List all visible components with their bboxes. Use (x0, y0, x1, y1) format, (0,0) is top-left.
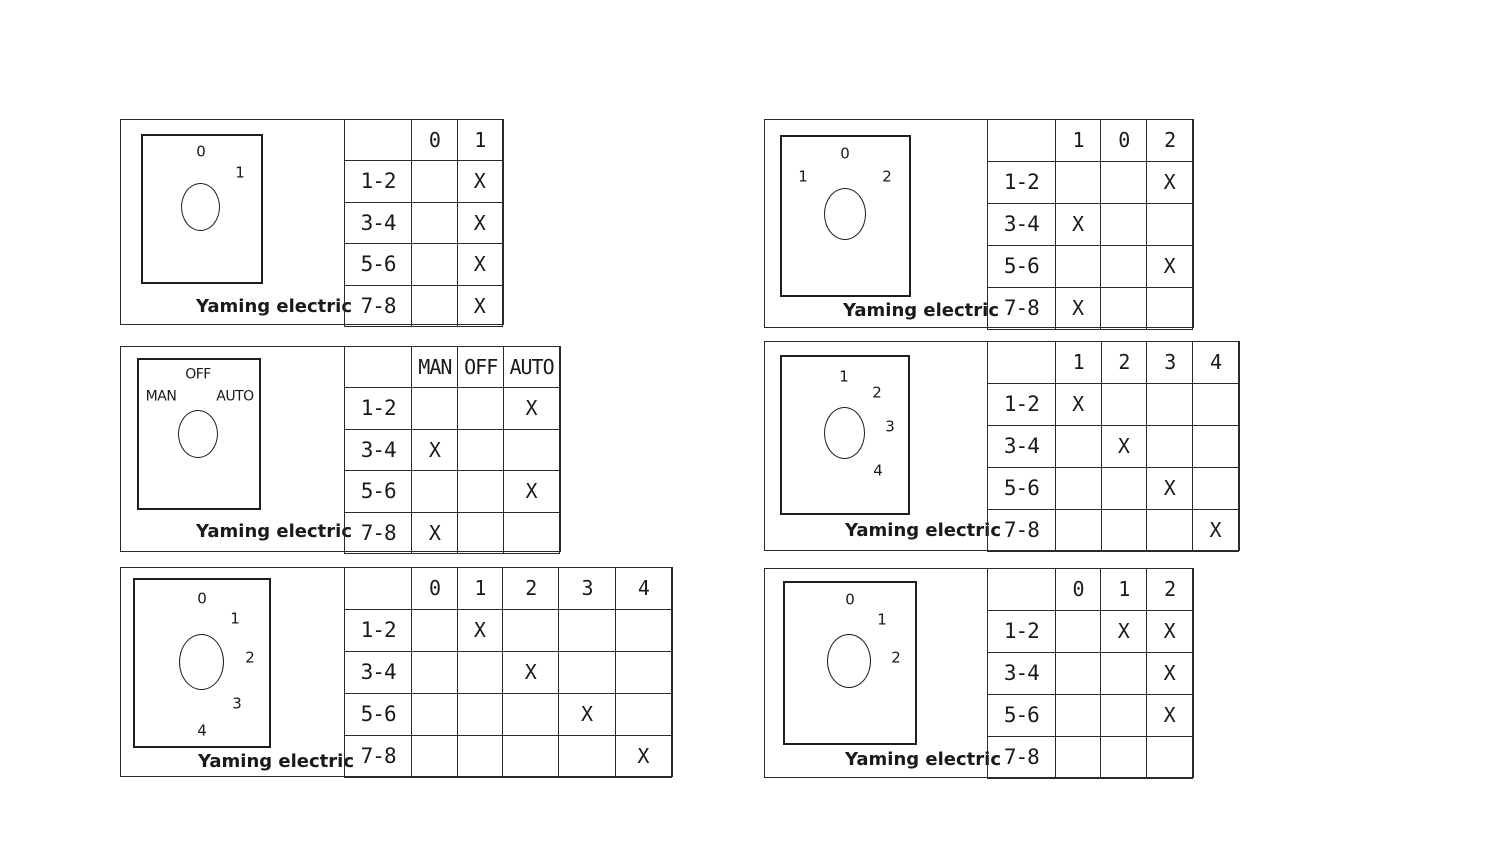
contact-open-cell (1147, 383, 1193, 425)
contact-pair-label: 3-4 (345, 651, 412, 693)
position-column-header: 3 (559, 567, 615, 609)
position-column-header: 0 (1055, 568, 1101, 610)
contact-table (987, 119, 1193, 330)
contact-open-cell (458, 471, 504, 513)
table-row (345, 693, 672, 735)
contact-closed-mark: X (457, 609, 502, 651)
table-row (988, 161, 1193, 203)
table-header-row (345, 119, 503, 161)
contact-closed-mark: X (559, 693, 615, 735)
table-row (988, 383, 1239, 425)
contact-open-cell (1101, 245, 1147, 287)
contact-pair-label: 7-8 (345, 735, 412, 777)
contact-closed-mark: X (1147, 610, 1193, 652)
position-column-header: 1 (1101, 568, 1147, 610)
table-row (988, 694, 1193, 736)
contact-open-cell (1101, 694, 1147, 736)
contact-closed-mark: X (1147, 694, 1193, 736)
position-label: 1 (877, 610, 887, 629)
position-label: MAN (145, 388, 177, 405)
contact-closed-mark: X (412, 429, 458, 471)
contact-pair-label: 5-6 (988, 467, 1056, 509)
contact-pair-label: 7-8 (988, 736, 1056, 778)
contact-open-cell (457, 651, 502, 693)
rotary-knob (827, 634, 871, 688)
table-row (345, 429, 560, 471)
contact-open-cell (1193, 467, 1239, 509)
contact-open-cell (412, 244, 457, 286)
contact-open-cell (1055, 245, 1101, 287)
position-column-header: 2 (1147, 568, 1193, 610)
table-row (988, 610, 1193, 652)
brand-label: Yaming electric (843, 300, 999, 321)
contact-open-cell (1055, 694, 1101, 736)
contact-open-cell (1101, 736, 1147, 778)
contact-open-cell (1101, 467, 1147, 509)
position-column-header: 2 (1101, 341, 1147, 383)
table-row (988, 509, 1239, 551)
contact-open-cell (457, 735, 502, 777)
contact-closed-mark: X (1193, 509, 1239, 551)
table-row (988, 245, 1193, 287)
rotary-knob (179, 634, 224, 690)
contact-closed-mark: X (1147, 467, 1193, 509)
contact-open-cell (1147, 203, 1193, 245)
table-corner-cell (988, 341, 1056, 383)
contact-open-cell (503, 735, 559, 777)
table-row (988, 467, 1239, 509)
position-column-header: 0 (1101, 119, 1147, 161)
table-row (345, 609, 672, 651)
table-corner-cell (345, 346, 412, 388)
table-row (988, 203, 1193, 245)
contact-open-cell (503, 609, 559, 651)
position-label: OFF (185, 366, 211, 383)
contact-closed-mark: X (503, 651, 559, 693)
switch-panel-2 (764, 119, 1194, 328)
contact-pair-label: 5-6 (345, 693, 412, 735)
table-row (345, 735, 672, 777)
contact-open-cell (412, 651, 457, 693)
position-label: 1 (230, 609, 240, 628)
contact-closed-mark: X (1147, 161, 1193, 203)
contact-table (344, 346, 560, 555)
position-column-header: 1 (457, 119, 502, 161)
contact-closed-mark: X (504, 388, 560, 430)
contact-closed-mark: X (504, 471, 560, 513)
position-column-header: OFF (458, 346, 504, 388)
position-label: 0 (196, 142, 206, 161)
contact-open-cell (1101, 287, 1147, 329)
contact-open-cell (504, 512, 560, 554)
contact-closed-mark: X (412, 512, 458, 554)
contact-closed-mark: X (1055, 383, 1101, 425)
position-column-header: 0 (412, 567, 457, 609)
contact-open-cell (1101, 509, 1147, 551)
position-column-header: 2 (1147, 119, 1193, 161)
contact-open-cell (412, 388, 458, 430)
contact-open-cell (412, 161, 457, 203)
rotary-knob (181, 183, 220, 231)
contact-open-cell (615, 693, 671, 735)
position-label: 2 (891, 648, 901, 667)
table-header-row (345, 567, 672, 609)
contact-open-cell (1055, 736, 1101, 778)
position-label: 1 (235, 163, 245, 182)
contact-open-cell (1147, 287, 1193, 329)
contact-open-cell (1147, 736, 1193, 778)
contact-closed-mark: X (1055, 287, 1101, 329)
contact-table (987, 568, 1193, 779)
contact-open-cell (559, 651, 615, 693)
position-column-header: 0 (412, 119, 457, 161)
table-row (988, 287, 1193, 329)
contact-closed-mark: X (457, 244, 502, 286)
position-column-header: 1 (457, 567, 502, 609)
contact-closed-mark: X (1147, 652, 1193, 694)
contact-open-cell (412, 471, 458, 513)
contact-closed-mark: X (457, 202, 502, 244)
contact-open-cell (1055, 467, 1101, 509)
contact-pair-label: 1-2 (345, 609, 412, 651)
contact-closed-mark: X (457, 285, 502, 327)
position-label: AUTO (216, 388, 254, 405)
table-row (345, 244, 503, 286)
contact-open-cell (1147, 425, 1193, 467)
switch-panel-3 (120, 346, 561, 552)
brand-label: Yaming electric (196, 521, 352, 542)
table-row (345, 651, 672, 693)
position-label: 4 (873, 461, 883, 480)
table-header-row (345, 346, 560, 388)
position-label: 2 (872, 383, 882, 402)
contact-pair-label: 7-8 (988, 509, 1056, 551)
contact-open-cell (412, 609, 457, 651)
table-row (988, 425, 1239, 467)
position-label: 3 (885, 417, 895, 436)
position-column-header: 1 (1055, 119, 1101, 161)
contact-closed-mark: X (457, 161, 502, 203)
contact-open-cell (615, 609, 671, 651)
table-header-row (988, 568, 1193, 610)
table-corner-cell (988, 568, 1056, 610)
contact-pair-label: 5-6 (988, 245, 1056, 287)
contact-pair-label: 7-8 (988, 287, 1056, 329)
table-row (988, 652, 1193, 694)
brand-label: Yaming electric (196, 296, 352, 317)
contact-pair-label: 7-8 (345, 285, 412, 327)
contact-closed-mark: X (1101, 610, 1147, 652)
switch-panel-5 (120, 567, 673, 777)
table-row (345, 512, 560, 554)
contact-open-cell (503, 693, 559, 735)
table-corner-cell (345, 567, 412, 609)
contact-closed-mark: X (1055, 203, 1101, 245)
contact-open-cell (1101, 203, 1147, 245)
contact-open-cell (458, 429, 504, 471)
contact-closed-mark: X (1101, 425, 1147, 467)
contact-open-cell (1055, 610, 1101, 652)
contact-pair-label: 7-8 (345, 512, 412, 554)
switch-panel-4 (764, 341, 1240, 551)
contact-open-cell (412, 285, 457, 327)
position-label: 4 (197, 721, 207, 740)
contact-open-cell (1101, 383, 1147, 425)
position-label: 0 (840, 144, 850, 163)
position-label: 1 (839, 367, 849, 386)
rotary-knob (824, 188, 866, 240)
contact-open-cell (1055, 425, 1101, 467)
contact-open-cell (457, 693, 502, 735)
table-corner-cell (988, 119, 1056, 161)
contact-open-cell (1055, 652, 1101, 694)
position-label: 1 (798, 167, 808, 186)
contact-open-cell (1193, 425, 1239, 467)
brand-label: Yaming electric (198, 751, 354, 772)
position-column-header: 4 (615, 567, 671, 609)
contact-pair-label: 3-4 (988, 425, 1056, 467)
contact-pair-label: 3-4 (988, 652, 1056, 694)
contact-pair-label: 3-4 (988, 203, 1056, 245)
contact-open-cell (1147, 509, 1193, 551)
contact-table (344, 119, 503, 328)
brand-label: Yaming electric (845, 749, 1001, 770)
switch-panel-6 (764, 568, 1194, 778)
contact-open-cell (1193, 383, 1239, 425)
contact-pair-label: 3-4 (345, 202, 412, 244)
contact-pair-label: 1-2 (345, 388, 412, 430)
table-row (345, 471, 560, 513)
position-column-header: MAN (412, 346, 458, 388)
table-corner-cell (345, 119, 412, 161)
contact-closed-mark: X (615, 735, 671, 777)
contact-open-cell (559, 609, 615, 651)
table-row (345, 161, 503, 203)
contact-pair-label: 1-2 (988, 610, 1056, 652)
position-label: 2 (245, 648, 255, 667)
contact-table (987, 341, 1239, 552)
contact-open-cell (504, 429, 560, 471)
contact-open-cell (412, 202, 457, 244)
contact-open-cell (412, 693, 457, 735)
contact-open-cell (458, 512, 504, 554)
rotary-knob (178, 410, 218, 458)
contact-table (344, 567, 672, 778)
contact-open-cell (1055, 509, 1101, 551)
position-label: 0 (197, 589, 207, 608)
position-column-header: 1 (1055, 341, 1101, 383)
position-label: 2 (882, 167, 892, 186)
contact-pair-label: 3-4 (345, 429, 412, 471)
rotary-knob (824, 407, 865, 459)
contact-pair-label: 1-2 (988, 383, 1056, 425)
switch-panel-1 (120, 119, 504, 325)
table-row (345, 202, 503, 244)
contact-pair-label: 5-6 (345, 244, 412, 286)
position-label: 3 (232, 694, 242, 713)
table-header-row (988, 341, 1239, 383)
position-column-header: 4 (1193, 341, 1239, 383)
contact-pair-label: 5-6 (988, 694, 1056, 736)
table-row (988, 736, 1193, 778)
contact-open-cell (615, 651, 671, 693)
contact-open-cell (1101, 652, 1147, 694)
position-label: 0 (845, 590, 855, 609)
contact-open-cell (1101, 161, 1147, 203)
table-row (345, 388, 560, 430)
position-column-header: 2 (503, 567, 559, 609)
contact-pair-label: 5-6 (345, 471, 412, 513)
contact-open-cell (559, 735, 615, 777)
position-column-header: AUTO (504, 346, 560, 388)
position-column-header: 3 (1147, 341, 1193, 383)
contact-pair-label: 1-2 (345, 161, 412, 203)
contact-open-cell (1055, 161, 1101, 203)
contact-closed-mark: X (1147, 245, 1193, 287)
contact-open-cell (458, 388, 504, 430)
table-header-row (988, 119, 1193, 161)
brand-label: Yaming electric (845, 520, 1001, 541)
table-row (345, 285, 503, 327)
contact-open-cell (412, 735, 457, 777)
contact-pair-label: 1-2 (988, 161, 1056, 203)
